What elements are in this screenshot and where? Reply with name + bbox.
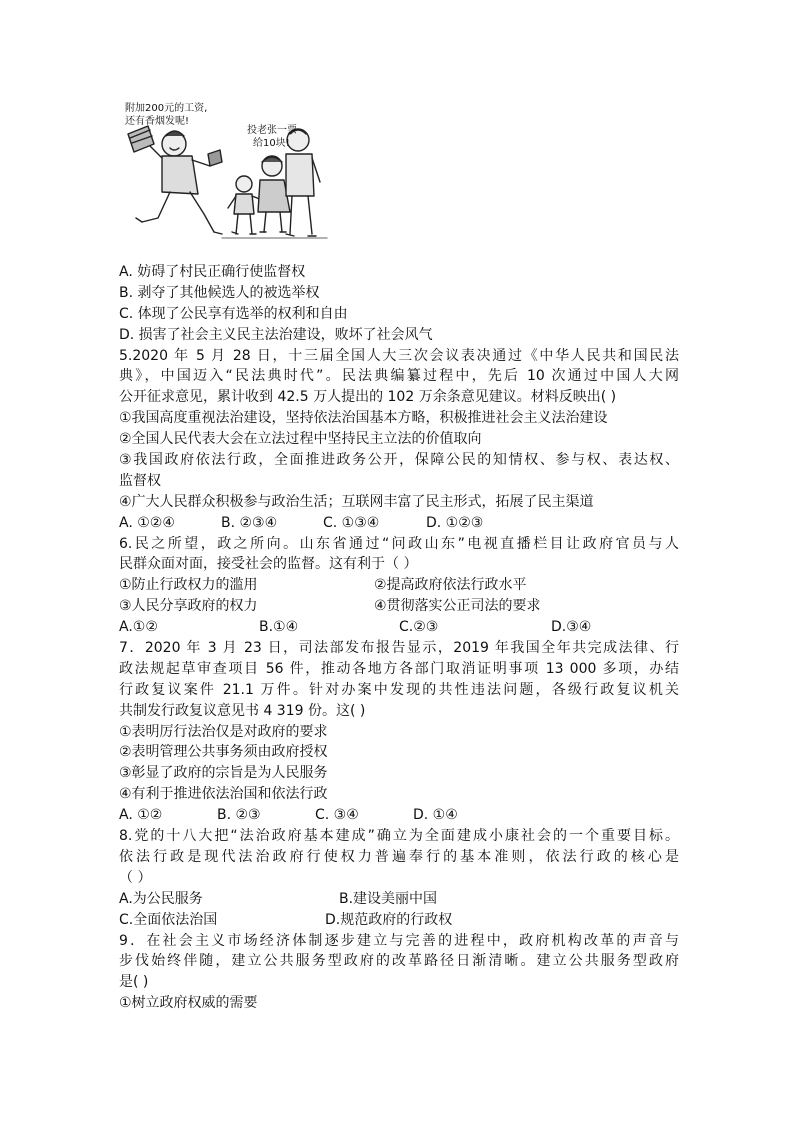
q7-statement-4: ④有利于推进依法治国和依法行政 <box>119 786 328 803</box>
q4-option-a: A. 妨碍了村民正确行使监督权 <box>119 264 306 280</box>
q6-option-b: B.①④ <box>259 619 299 636</box>
q7-statement-3: ③彰显了政府的宗旨是为人民服务 <box>119 765 328 782</box>
q7-option-b: B. ②③ <box>217 807 261 824</box>
q5-statement-2: ②全国人民代表大会在立法过程中坚持民主立法的价值取向 <box>119 431 482 448</box>
q6-option-d: D.③④ <box>551 619 592 636</box>
q9-stem-line1: 9．在社会主义市场经济体制逐步建立与完善的进程中，政府机构改革的声音与 <box>119 932 679 949</box>
q6-statements-row1 <box>119 575 679 596</box>
q8-options-row2 <box>119 910 679 931</box>
cartoon-caption-left-line1: 附加200元的工资, <box>125 103 208 114</box>
q5-option-c: C. ①③④ <box>323 514 380 531</box>
cartoon-caption-right <box>247 124 297 150</box>
q6-option-c: C.②③ <box>399 619 439 636</box>
q9-stem-line3: 是( ) <box>119 974 149 991</box>
q8-option-d: D.规范政府的行政权 <box>325 911 453 928</box>
q6-stem-line1: 6.民之所望，政之所向。山东省通过“问政山东”电视直播栏目让政府官员与人 <box>119 535 679 552</box>
q4-option-b: B. 剥夺了其他候选人的被选举权 <box>119 284 320 301</box>
q7-stem-line1: 7．2020 年 3 月 23 日，司法部发布报告显示，2019 年我国全年共完成法律、行 <box>119 640 679 657</box>
q5-statement-1: ①我国高度重视法治建设，坚持依法治国基本方略，积极推进社会主义法治建设 <box>119 410 608 427</box>
q4-option-c: C. 体现了公民享有选举的权利和自由 <box>119 305 348 322</box>
q6-statement-4: ④贯彻落实公正司法的要求 <box>374 598 541 615</box>
q7-stem-line2: 政法规起草审查项目 56 件，推动各地方各部门取消证明事项 13 000 多项，办结 <box>119 660 679 677</box>
q5-statement-3a: ③我国政府依法行政，全面推进政务公开，保障公民的知情权、参与权、表达权、 <box>119 452 679 469</box>
question-body <box>119 262 679 1014</box>
q8-option-a: A.为公民服务 <box>119 890 203 907</box>
q7-stem-line3: 行政复议案件 21.1 万件。针对办案中发现的共性违法问题，各级行政复议机关 <box>119 681 679 698</box>
q7-stem-line4: 共制发行政复议意见书 4 319 份。这( ) <box>119 702 366 719</box>
q8-options-row1 <box>119 889 679 910</box>
q6-statement-3: ③人民分享政府的权力 <box>119 598 258 615</box>
q7-options <box>119 805 679 826</box>
q7-option-d: D. ①④ <box>413 807 458 824</box>
q5-options <box>119 513 679 534</box>
cartoon-caption-right-line2: 给10块! <box>253 138 290 149</box>
q5-option-a: A. ①②④ <box>119 514 175 531</box>
q5-statement-3b: 监督权 <box>119 472 161 489</box>
q6-stem-line2: 民群众面对面，接受社会的监督。这有利于（ ） <box>119 556 418 573</box>
q9-statement-1: ①树立政府权威的需要 <box>119 995 258 1012</box>
q5-stem-line1: 5.2020 年 5 月 28 日，十三届全国人大三次会议表决通过《中华人民共和国民法 <box>119 347 679 364</box>
q5-stem-line3: 公开征求意见，累计收到 42.5 万人提出的 102 万余条意见建议。材料反映出( ) <box>119 389 617 406</box>
q8-stem-line3: （ ） <box>119 869 152 886</box>
q5-option-b: B. ②③④ <box>221 514 278 531</box>
q8-stem-line1: 8.党的十八大把“法治政府基本建成”确立为全面建成小康社会的一个重要目标。 <box>119 828 679 845</box>
q9-stem-line2: 步伐始终伴随，建立公共服务型政府的改革路径日渐清晰。建立公共服务型政府 <box>119 953 679 970</box>
q8-stem-line2: 依法行政是现代法治政府行使权力普遍奉行的基本准则，依法行政的核心是 <box>119 848 679 865</box>
q7-option-c: C. ③④ <box>315 807 359 824</box>
q7-statement-1: ①表明厉行法治仅是对政府的要求 <box>119 723 328 740</box>
q6-statement-1: ①防止行政权力的滥用 <box>119 577 258 594</box>
q6-option-a: A.①② <box>119 619 158 636</box>
q7-statement-2: ②表明管理公共事务须由政府授权 <box>119 744 328 761</box>
q6-options <box>119 617 679 638</box>
q5-option-d: D. ①②③ <box>426 514 484 531</box>
cartoon-caption-left-line2: 还有香烟发呢! <box>125 116 190 127</box>
q6-statement-2: ②提高政府依法行政水平 <box>374 577 527 594</box>
cartoon-caption-right-line1: 投老张一票 <box>247 125 297 136</box>
q5-statement-4: ④广大人民群众积极参与政治生活；互联网丰富了民主形式，拓展了民主渠道 <box>119 493 594 510</box>
q6-statements-row2 <box>119 596 679 617</box>
q8-option-b: B.建设美丽中国 <box>339 890 438 907</box>
q4-option-d: D. 损害了社会主义民主法治建设，败坏了社会风气 <box>119 326 433 343</box>
q5-stem-line2: 典》，中国迈入“民法典时代”。民法典编纂过程中，先后 10 次通过中国人大网 <box>119 368 679 385</box>
q7-option-a: A. ①② <box>119 807 163 824</box>
q8-option-c: C.全面依法治国 <box>119 911 218 928</box>
cartoon-caption-left <box>125 102 207 128</box>
